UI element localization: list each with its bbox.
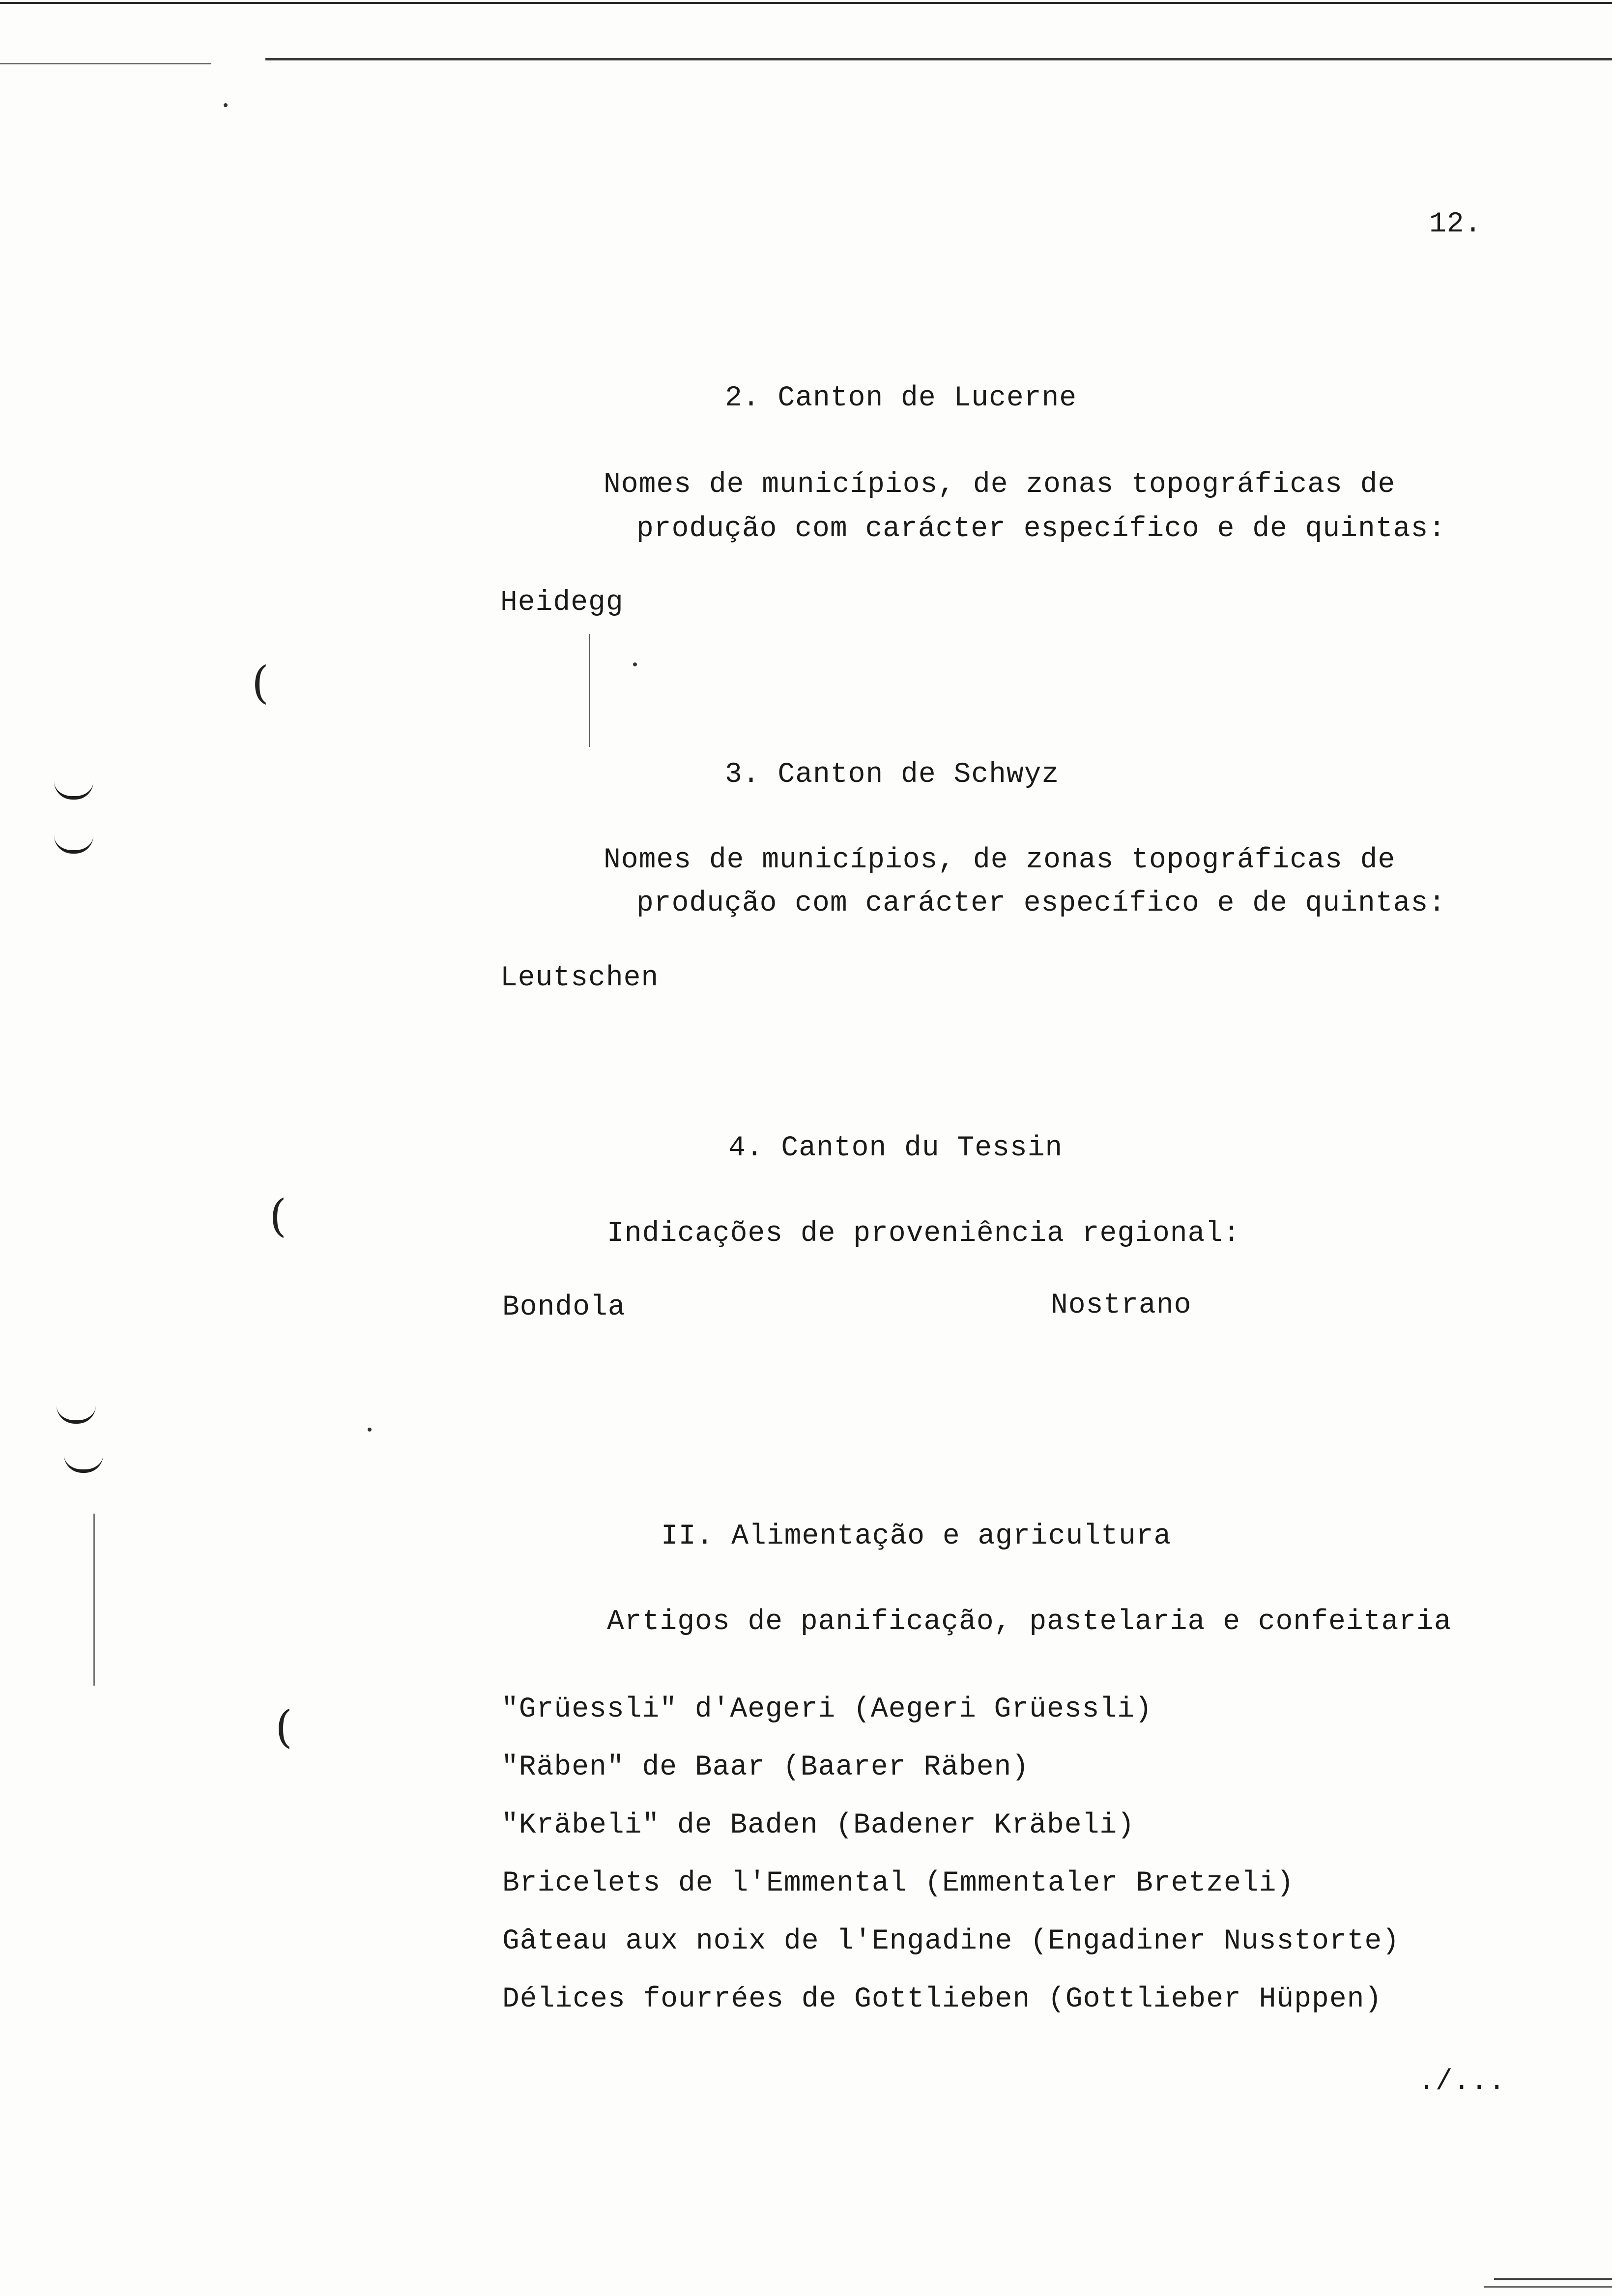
speck [224, 103, 228, 107]
list-item: Bondola [502, 1292, 626, 1323]
margin-mark: ( [269, 1190, 287, 1242]
list-item: Gâteau aux noix de l'Engadine (Engadiner Nusstorte) [502, 1925, 1400, 1957]
list-item: Leutschen [500, 962, 659, 994]
section-heading: 3. Canton de Schwyz [725, 759, 1060, 791]
margin-mark [54, 835, 93, 854]
list-item: Nostrano [1051, 1290, 1192, 1321]
speck [633, 662, 637, 666]
section-intro: Nomes de municípios, de zonas topográficas de [604, 469, 1396, 501]
continuation-mark: ./... [1418, 2066, 1506, 2098]
chapter-subheading: Artigos de panificação, pastelaria e confeitaria [607, 1606, 1452, 1638]
margin-mark: ( [252, 657, 269, 709]
section-heading: 2. Canton de Lucerne [725, 382, 1077, 414]
scan-edge-line [1484, 2286, 1612, 2288]
scan-edge-line [1494, 2278, 1612, 2280]
section-intro: Nomes de municípios, de zonas topográficas de [604, 844, 1396, 876]
list-item: "Kräbeli" de Baden (Badener Kräbeli) [501, 1809, 1135, 1841]
section-intro: Indicações de proveniência regional: [607, 1218, 1241, 1250]
list-item: Bricelets de l'Emmental (Emmentaler Bretzeli) [502, 1867, 1295, 1899]
chapter-heading: II. Alimentação e agricultura [661, 1521, 1172, 1552]
section-heading: 4. Canton du Tessin [728, 1132, 1063, 1164]
scan-edge-line [265, 58, 1612, 60]
list-item: Heidegg [500, 587, 624, 619]
margin-mark [54, 781, 93, 800]
margin-mark [589, 634, 590, 747]
list-item: Délices fourrées de Gottlieben (Gottlieber Hüppen) [502, 1983, 1382, 2015]
margin-mark [64, 1455, 103, 1473]
list-item: "Grüessli" d'Aegeri (Aegeri Grüessli) [501, 1693, 1152, 1725]
margin-mark [57, 1406, 96, 1424]
speck [368, 1428, 372, 1432]
margin-mark: ( [275, 1701, 293, 1753]
page-number: 12. [1429, 208, 1482, 240]
list-item: "Räben" de Baar (Baarer Räben) [501, 1751, 1030, 1783]
scan-edge-line [0, 2, 1612, 4]
scan-edge-line [0, 63, 211, 64]
margin-mark [93, 1514, 95, 1686]
section-intro: produção com carácter específico e de quintas: [636, 888, 1446, 919]
section-intro: produção com carácter específico e de quintas: [636, 513, 1446, 545]
